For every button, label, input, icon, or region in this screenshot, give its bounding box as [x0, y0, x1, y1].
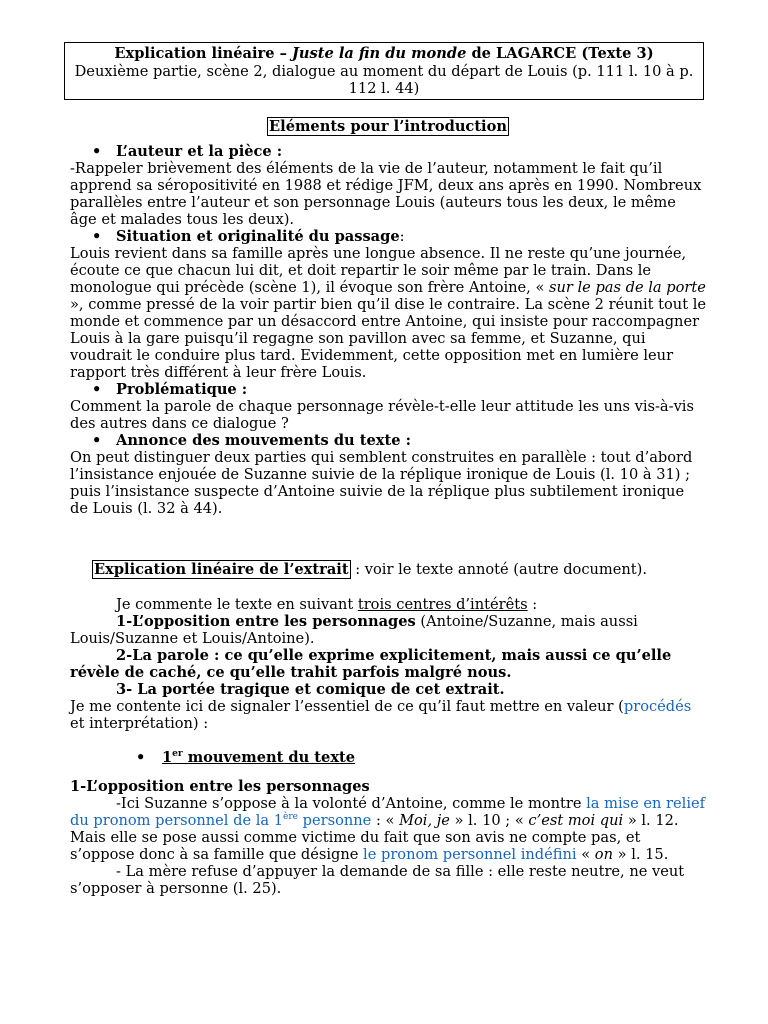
- para-annonce: On peut distinguer deux parties qui semblent construites en parallèle : tout d’abord l’insistance enjouée de Suzanne suivie de la réplique ironique de Louis (l. 10 à 31) ; puis l’insistance suspecte d’Antoine suivie de la réplique plus subtilement ironique de Louis (l. 32 à 44).: [70, 448, 693, 517]
- bullet-situation-label: Situation et originalité du passage:: [116, 227, 405, 245]
- explication-lead: Je commente le texte en suivant trois centres d’intérêts :: [116, 595, 538, 613]
- centre-1: 1-L’opposition entre les personnages (Antoine/Suzanne, mais aussi Louis/Suzanne et Louis/Antoine).: [70, 612, 638, 647]
- title-prefix: Explication linéaire –: [114, 45, 292, 62]
- title-suffix: de LAGARCE (Texte 3): [466, 45, 654, 62]
- bullet-annonce-label: Annonce des mouvements du texte :: [116, 431, 411, 449]
- bullet-author: [70, 143, 706, 160]
- para-author: -Rappeler brièvement des éléments de la vie de l’auteur, notamment le fait qu’il apprend sa séropositivité en 1988 et rédige JFM, deux ans après en 1990. Nombreux parallèles entre l’auteur et son personnage Louis (auteurs tous les deux, le même âge et malades tous les deux).: [70, 159, 702, 228]
- mouvement-heading: • 1er mouvement du texte: [136, 748, 356, 766]
- para-mere: - La mère refuse d’appuyer la demande de sa fille : elle reste neutre, ne veut s’opposer à personne (l. 25).: [70, 862, 685, 897]
- bullet-annonce: [70, 432, 706, 449]
- subtitle-line: Deuxième partie, scène 2, dialogue au moment du départ de Louis (p. 111 l. 10 à p. 112 l. 44): [74, 62, 694, 97]
- para-situation: Louis revient dans sa famille après une longue absence. Il ne reste qu’une journée, écoute ce que chacun lui dit, et doit repartir le soir même par le train. Dans le monologue qui précède (scène 1), il évoque son frère Antoine, « sur le pas de la porte », comme pressé de la voir partir bien qu’il dise le contraire. La scène 2 réunit tout le monde et commence par un désaccord entre Antoine, qui insiste pour raccompagner Louis à la gare puisqu’il regagne son pavillon avec sa femme, et Suzanne, qui voudrait le conduire plus tard. Evidemment, cette opposition met en lumière leur rapport très différent à leur frère Louis.: [70, 244, 707, 381]
- para-problematique: Comment la parole de chaque personnage révèle-t-elle leur attitude les uns vis-à-vis des autres dans ce dialogue ?: [70, 397, 694, 432]
- explication-heading-tail: : voir le texte annoté (autre document).: [350, 560, 647, 578]
- title-box: [64, 42, 704, 100]
- explication-heading-row: [70, 560, 706, 579]
- bullet-situation: [70, 228, 706, 245]
- bullet-author-label: L’auteur et la pièce :: [116, 142, 283, 160]
- section-opposition: 1-L’opposition entre les personnages: [70, 777, 370, 795]
- intro-heading: Eléments pour l’introduction: [269, 117, 507, 135]
- explication-note: Je me contente ici de signaler l’essentiel de ce qu’il faut mettre en valeur (procédés et interprétation) :: [70, 697, 692, 732]
- document-page: [70, 42, 706, 897]
- para-suzanne: -Ici Suzanne s’oppose à la volonté d’Antoine, comme le montre la mise en relief du pronom personnel de la 1ère personne : « Moi, je » l. 10 ; « c’est moi qui » l. 12. Mais elle se pose aussi comme victime du fait que son avis ne compte pas, et s’oppose donc à sa famille que désigne le pronom personnel indéfini « on » l. 15.: [70, 794, 706, 863]
- bullet-problematique-label: Problématique :: [116, 380, 248, 398]
- bullet-problematique: [70, 381, 706, 398]
- centre-3: 3- La portée tragique et comique de cet extrait.: [116, 680, 505, 698]
- title-line: [65, 45, 703, 63]
- explication-heading: Explication linéaire de l’extrait: [94, 560, 349, 578]
- intro-heading-row: [70, 117, 706, 136]
- play-title: Juste la fin du monde: [291, 45, 467, 62]
- centre-2: 2-La parole : ce qu’elle exprime explicitement, mais aussi ce qu’elle révèle de caché, ce qu’elle trahit parfois malgré nous.: [70, 646, 672, 681]
